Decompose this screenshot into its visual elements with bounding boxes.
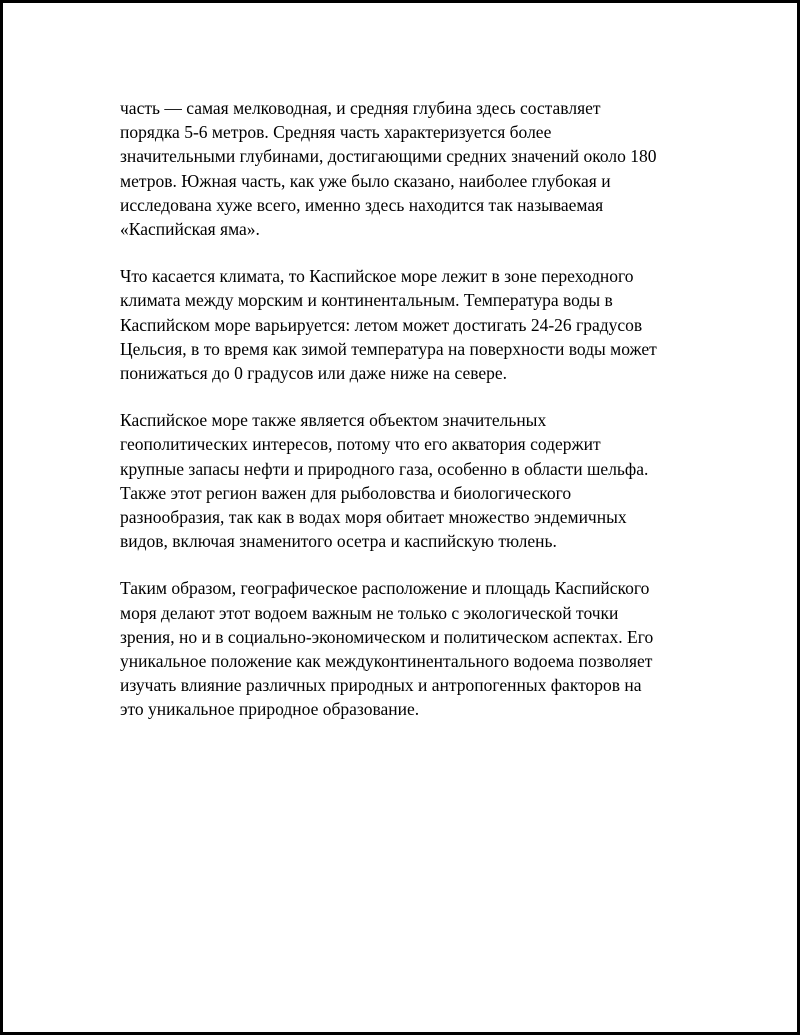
text-line: изучать влияние различных природных и антропогенных факторов на bbox=[120, 675, 642, 696]
document-body bbox=[120, 96, 695, 745]
text-line: видов, включая знаменитого осетра и каспийскую тюлень. bbox=[120, 531, 557, 552]
text-line: Каспийское море также является объектом значительных bbox=[120, 410, 547, 431]
paragraph-3 bbox=[120, 408, 695, 553]
text-line: Каспийском море варьируется: летом может достигать 24-26 градусов bbox=[120, 314, 643, 335]
paragraph-2 bbox=[120, 264, 695, 385]
paragraph-1 bbox=[120, 96, 695, 241]
text-line: моря делают этот водоем важным не только с экологической точки bbox=[120, 602, 619, 623]
text-line: понижаться до 0 градусов или даже ниже на севере. bbox=[120, 363, 508, 384]
text-line: Таким образом, географическое расположение и площадь Каспийского bbox=[120, 578, 650, 599]
text-line: климата между морским и континентальным. Температура воды в bbox=[120, 290, 613, 311]
text-line: крупные запасы нефти и природного газа, особенно в области шельфа. bbox=[120, 458, 649, 479]
text-line: геополитических интересов, потому что его акватория содержит bbox=[120, 434, 601, 455]
text-line: порядка 5-6 метров. Средняя часть характеризуется более bbox=[120, 122, 552, 143]
text-line: значительными глубинами, достигающими средних значений около 180 bbox=[120, 146, 657, 167]
text-line: исследована хуже всего, именно здесь находится так называемая bbox=[120, 194, 604, 215]
text-line: Цельсия, в то время как зимой температура на поверхности воды может bbox=[120, 338, 657, 359]
text-line: «Каспийская яма». bbox=[120, 219, 260, 240]
text-line: Что касается климата, то Каспийское море лежит в зоне переходного bbox=[120, 266, 634, 287]
text-line: часть — самая мелководная, и средняя глубина здесь составляет bbox=[120, 98, 601, 118]
text-line: Также этот регион важен для рыболовства и биологического bbox=[120, 482, 572, 503]
text-line: это уникальное природное образование. bbox=[120, 699, 420, 720]
text-line: уникальное положение как междуконтинентального водоема позволяет bbox=[120, 651, 653, 672]
text-line: метров. Южная часть, как уже было сказано, наиболее глубокая и bbox=[120, 170, 611, 191]
paragraph-4 bbox=[120, 576, 695, 721]
text-line: разнообразия, так как в водах моря обитает множество эндемичных bbox=[120, 507, 627, 528]
text-line: зрения, но и в социально-экономическом и политическом аспектах. Его bbox=[120, 626, 654, 647]
